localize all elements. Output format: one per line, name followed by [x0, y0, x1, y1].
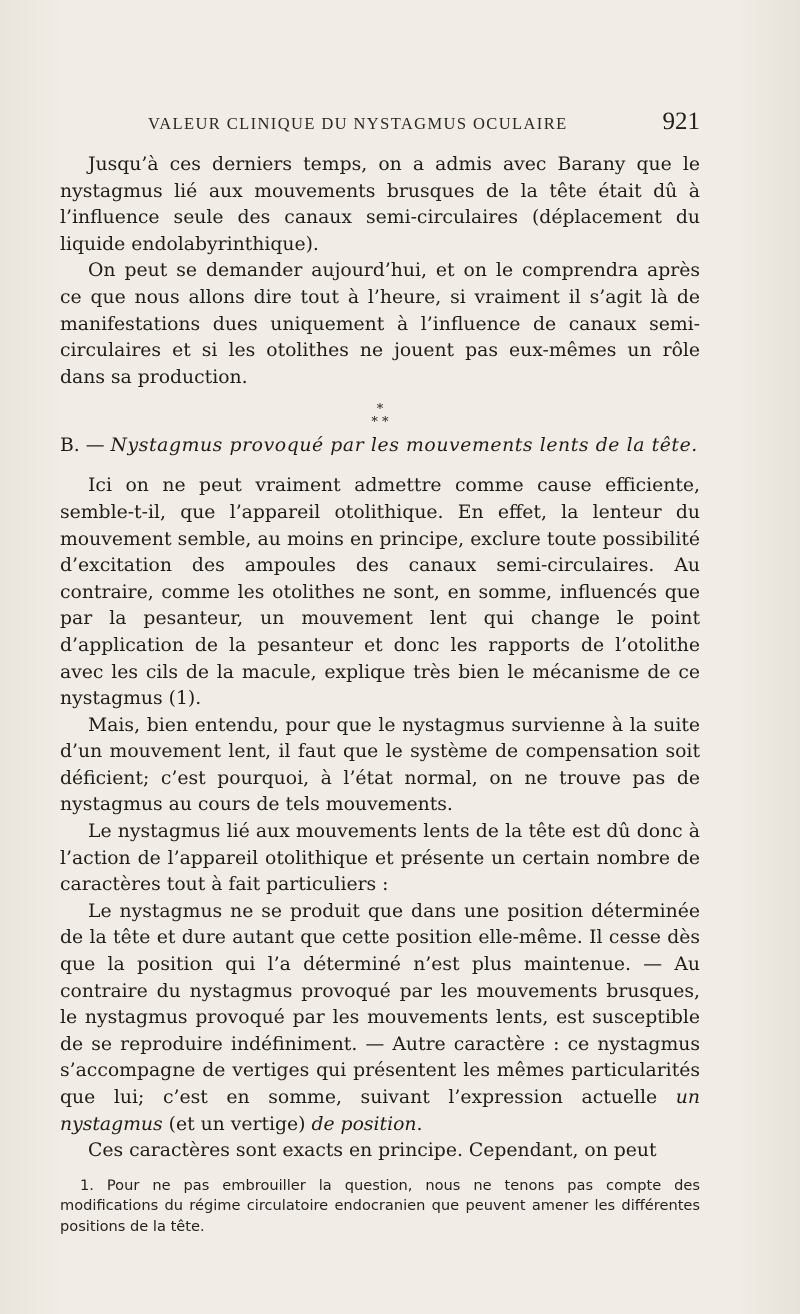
paragraph-2: On peut se demander aujourd’hui, et on le comprendra après ce que nous allons dire tout à l’heure, si vraiment il s’agit là de manifestations dues uniquement à l’influence de canaux semi-circulaires et si les otolithes ne jouent pas eux-mêmes un rôle dans sa production.	[60, 260, 700, 388]
paragraph-3: Ici on ne peut vraiment admettre comme cause efficiente, semble-t-il, que l’appareil otolithique. En effet, la lenteur du mouvement semble, au moins en principe, exclure toute possibilité d’excitation des ampoules des canaux semi-circulaires. Au contraire, comme les otolithes ne sont, en somme, influencés que par la pesanteur, un mouvement lent qui change le point d’application de la pesanteur et donc les rapports de l’otolithe avec les cils de la macule, explique très bien le mécanisme de ce nystagmus (1).	[60, 475, 700, 710]
page-number: 921	[662, 108, 700, 135]
italic-term-1: un nystagmus	[60, 1087, 700, 1135]
paragraph-1: Jusqu’à ces derniers temps, on a admis avec Barany que le nystagmus lié aux mouvements brusques de la tête était dû à l’influence seule des canaux semi-circulaires (déplacement du liquide endolabyrinthique).	[60, 154, 700, 255]
section-label: B. —	[60, 435, 105, 457]
separator-stars-bottom: * *	[371, 415, 389, 431]
italic-term-2: de position	[311, 1113, 417, 1135]
body-text	[60, 152, 700, 1165]
paragraph-6	[60, 899, 700, 1138]
section-title: Nystagmus provoqué par les mouvements lents de la tête.	[110, 435, 698, 457]
paragraph-6-end: .	[416, 1113, 423, 1135]
paragraph-5: Le nystagmus lié aux mouvements lents de la tête est dû donc à l’action de l’appareil otolithique et présente un certain nombre de caractères tout à fait particuliers :	[60, 821, 700, 896]
paragraph-7: Ces caractères sont exacts en principe. Cependant, on peut	[88, 1140, 657, 1162]
footnote	[60, 1176, 700, 1237]
footnote-text: 1. Pour ne pas embrouiller la question, nous ne tenons pas compte des modifications du régime circulatoire endocranien que peuvent amener les différentes positions de la tête.	[60, 1177, 700, 1235]
section-heading	[60, 433, 700, 473]
paragraph-4: Mais, bien entendu, pour que le nystagmus survienne à la suite d’un mouvement lent, il faut que le système de compensation soit déficient; c’est pourquoi, à l’état normal, on ne trouve pas de nystagmus au cours de tels mouvements.	[60, 714, 700, 816]
paragraph-6-text: Le nystagmus ne se produit que dans une position déterminée de la tête et dure autant que cette position elle-même. Il cesse dès que la position qui l’a déterminé n’est plus maintenue. — Au contraire du nystagmus provoqué par les mouvements brusques, le nystagmus provoqué par les mouvements lents, est susceptible de se reproduire indéfiniment. — Autre caractère : ce nystagmus s’accompagne de vertiges qui présentent les mêmes particularités que lui; c’est en somme, suivant l’expression actuelle	[60, 900, 700, 1108]
paragraph-6-middle: (et un vertige)	[162, 1113, 312, 1135]
separator-star-top: *	[376, 402, 384, 418]
running-title: VALEUR CLINIQUE DU NYSTAGMUS OCULAIRE	[148, 114, 568, 133]
page-header	[148, 108, 700, 140]
section-separator	[60, 391, 700, 433]
